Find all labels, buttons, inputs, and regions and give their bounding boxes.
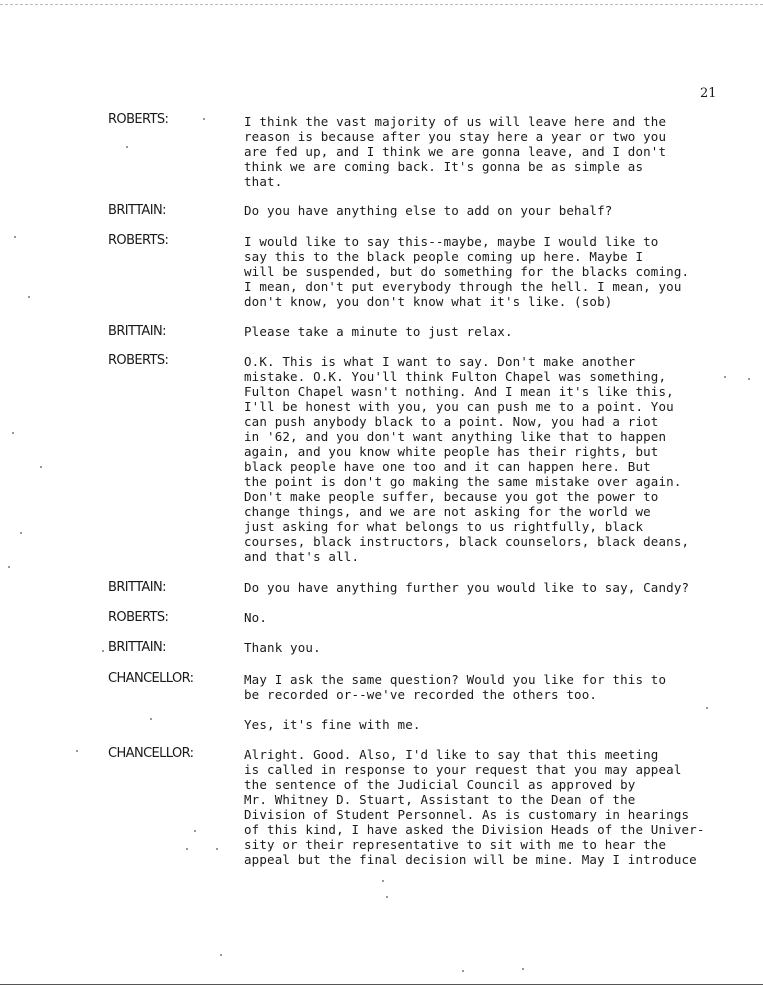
bottom-edge-rule — [0, 984, 763, 985]
scan-speck — [186, 848, 188, 850]
scan-speck — [20, 532, 22, 534]
scan-speck — [8, 566, 10, 568]
scan-speck — [76, 750, 78, 752]
speech-text: Yes, it's fine with me. — [244, 717, 421, 732]
scan-speck — [126, 146, 128, 148]
scan-speck — [14, 236, 16, 238]
speech-text: Alright. Good. Also, I'd like to say that this meeting is called in response to your request that you may appeal the sentence of the Judicial Council as approved by Mr. Whitney D. Stuart, Assistant to the Dean of the Division of Student Personnel. As is customary in hearings of this kind, I have asked the Division Heads of the Univer- sity or their representative to sit with me to hear the appeal but the final decision will be mine. May I introduce — [244, 747, 705, 867]
scan-speck — [203, 118, 205, 120]
scan-speck — [220, 954, 222, 956]
speaker-label: BRITTAIN: — [108, 324, 166, 339]
scan-speck — [706, 707, 708, 709]
scan-speck — [522, 968, 524, 970]
scan-speck — [382, 880, 384, 882]
speech-text: Thank you. — [244, 640, 321, 655]
speech-text: I would like to say this--maybe, maybe I would like to say this to the black people coming up here. Maybe I will be suspended, but do something for the blacks coming. I mean, don't put everybody through the hell. I mean, you don't know, you don't know what it's like. (sob) — [244, 234, 690, 309]
speech-text: O.K. This is what I want to say. Don't make another mistake. O.K. You'll think Fulton Chapel was something, Fulton Chapel wasn't nothing. And I mean it's like this, I'll be honest with you, you can push me to a point. You can push anybody black to a point. Now, you had a riot in '62, and you don't want anything like that to happen again, and you know white people has their rights, but black people have one too and it can happen here. But the point is don't go making the same mistake over again. Don't make people suffer, because you got the power to change things, and we are not asking for the world we just asking for what belongs to us rightfully, black courses, black instructors, black counselors, black deans, and that's all. — [244, 354, 690, 564]
scan-speck — [40, 466, 42, 468]
scan-speck — [194, 830, 196, 832]
speech-text: I think the vast majority of us will leave here and the reason is because after you stay here a year or two you are fed up, and I think we are gonna leave, and I don't think we are coming back. It's gonna be as simple as that. — [244, 114, 667, 189]
speaker-label: ROBERTS: — [108, 233, 169, 248]
speaker-label: ROBERTS: — [108, 112, 169, 127]
speaker-label: CHANCELLOR: — [108, 671, 194, 686]
top-edge-rule — [0, 4, 763, 5]
scan-speck — [28, 296, 30, 298]
scan-speck — [462, 970, 464, 972]
speech-text: Please take a minute to just relax. — [244, 324, 513, 339]
speaker-label: BRITTAIN: — [108, 640, 166, 655]
scan-speck — [748, 378, 750, 380]
speech-text: Do you have anything further you would like to say, Candy? — [244, 580, 690, 595]
speaker-label: BRITTAIN: — [108, 203, 166, 218]
speech-text: No. — [244, 610, 268, 625]
scan-speck — [12, 432, 14, 434]
speech-text: May I ask the same question? Would you like for this to be recorded or--we've recorded the others too. — [244, 672, 667, 702]
scan-speck — [386, 896, 388, 898]
speaker-label: BRITTAIN: — [108, 580, 166, 595]
speaker-label: ROBERTS: — [108, 353, 169, 368]
scan-speck — [216, 848, 218, 850]
scan-speck — [724, 376, 726, 378]
speech-text: Do you have anything else to add on your behalf? — [244, 203, 613, 218]
page-number: 21 — [700, 86, 717, 101]
speaker-label: ROBERTS: — [108, 610, 169, 625]
scan-speck — [102, 650, 104, 652]
speaker-label: CHANCELLOR: — [108, 746, 194, 761]
scan-speck — [150, 718, 152, 720]
